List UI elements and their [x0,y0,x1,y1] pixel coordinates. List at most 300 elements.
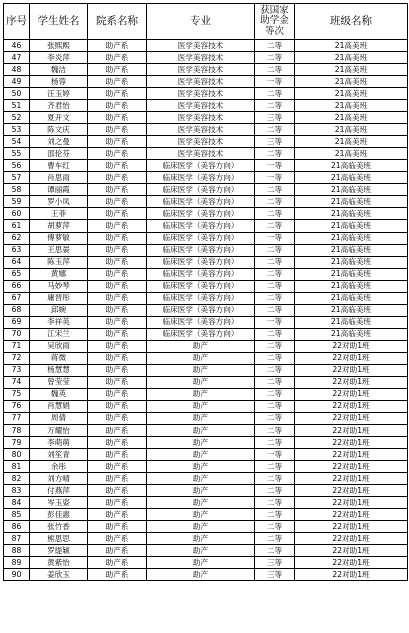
major-cell: 医学美容技术 [147,40,255,52]
table-row [4,88,408,100]
department-cell: 助产系 [88,388,147,400]
table-row [4,40,408,52]
department-cell: 助产系 [88,172,147,184]
class-name-cell: 21高临美班 [295,172,408,184]
award-level-cell: 二等 [255,521,295,533]
student-name-cell: 付燕萍 [30,485,88,497]
major-cell: 助产 [147,437,255,449]
major-cell: 助产 [147,473,255,485]
table-row [4,437,408,449]
department-cell: 助产系 [88,280,147,292]
student-name-cell: 陈文庆 [30,124,88,136]
row-number-cell: 88 [4,545,30,557]
table-row [4,352,408,364]
student-name-cell: 蒋微 [30,352,88,364]
row-number-cell: 85 [4,509,30,521]
row-number-cell: 62 [4,232,30,244]
department-cell: 助产系 [88,352,147,364]
department-cell: 助产系 [88,437,147,449]
table-row [4,412,408,424]
award-level-cell: 二等 [255,328,295,340]
department-cell: 助产系 [88,40,147,52]
class-name-cell: 21高临美班 [295,184,408,196]
class-name-cell: 22对助1班 [295,497,408,509]
award-level-cell: 一等 [255,316,295,328]
student-name-cell: 王菲 [30,208,88,220]
award-level-cell: 二等 [255,196,295,208]
student-name-cell: 江宋兰 [30,328,88,340]
row-number-cell: 53 [4,124,30,136]
department-cell: 助产系 [88,400,147,412]
major-cell: 医学美容技术 [147,52,255,64]
student-name-cell: 肖慧娟 [30,400,88,412]
major-cell: 医学美容技术 [147,124,255,136]
table-row [4,521,408,533]
row-number-cell: 82 [4,473,30,485]
row-number-cell: 79 [4,437,30,449]
row-number-cell: 70 [4,328,30,340]
class-name-cell: 22对助1班 [295,533,408,545]
row-number-cell: 54 [4,136,30,148]
award-level-cell: 二等 [255,461,295,473]
class-name-cell: 21高临美班 [295,292,408,304]
row-number-cell: 65 [4,268,30,280]
student-name-cell: 李祥英 [30,316,88,328]
department-cell: 助产系 [88,112,147,124]
row-number-cell: 47 [4,52,30,64]
major-cell: 临床医学（美容方向） [147,316,255,328]
class-name-cell: 21高临美班 [295,220,408,232]
class-name-cell: 22对助1班 [295,425,408,437]
row-number-cell: 56 [4,160,30,172]
student-name-cell: 杨慧慧 [30,364,88,376]
table-row [4,232,408,244]
student-name-cell: 万耀怡 [30,425,88,437]
row-number-cell: 66 [4,280,30,292]
award-level-cell: 三等 [255,569,295,581]
award-level-cell: 二等 [255,352,295,364]
student-name-cell: 周倩 [30,412,88,424]
award-level-cell: 二等 [255,533,295,545]
student-name-cell: 傅萝敏 [30,232,88,244]
row-number-cell: 68 [4,304,30,316]
major-cell: 助产 [147,376,255,388]
table-row [4,148,408,160]
major-cell: 助产 [147,449,255,461]
award-level-cell: 二等 [255,100,295,112]
class-name-cell: 22对助1班 [295,509,408,521]
row-number-cell: 71 [4,340,30,352]
student-name-cell: 邵伦芬 [30,148,88,160]
award-level-cell: 二等 [255,124,295,136]
department-cell: 助产系 [88,292,147,304]
department-cell: 助产系 [88,340,147,352]
row-number-cell: 46 [4,40,30,52]
table-row [4,304,408,316]
department-cell: 助产系 [88,52,147,64]
department-cell: 助产系 [88,569,147,581]
class-name-cell: 21高临美班 [295,328,408,340]
row-number-cell: 81 [4,461,30,473]
department-cell: 助产系 [88,521,147,533]
class-name-cell: 22对助1班 [295,557,408,569]
major-cell: 助产 [147,509,255,521]
department-cell: 助产系 [88,256,147,268]
table-row [4,400,408,412]
header-class: 班级名称 [295,4,408,40]
table-row [4,268,408,280]
class-name-cell: 22对助1班 [295,388,408,400]
award-level-cell: 二等 [255,545,295,557]
major-cell: 临床医学（美容方向） [147,304,255,316]
award-level-cell: 二等 [255,220,295,232]
student-name-cell: 马妙琴 [30,280,88,292]
class-name-cell: 22对助1班 [295,412,408,424]
department-cell: 助产系 [88,473,147,485]
row-number-cell: 80 [4,449,30,461]
department-cell: 助产系 [88,244,147,256]
major-cell: 助产 [147,400,255,412]
table-row [4,208,408,220]
department-cell: 助产系 [88,557,147,569]
class-name-cell: 22对助1班 [295,437,408,449]
award-level-cell: 二等 [255,280,295,292]
class-name-cell: 21高美班 [295,124,408,136]
award-level-cell: 二等 [255,64,295,76]
student-name-cell: 刘笙青 [30,449,88,461]
department-cell: 助产系 [88,376,147,388]
major-cell: 临床医学（美容方向） [147,256,255,268]
department-cell: 助产系 [88,268,147,280]
table-row [4,64,408,76]
department-cell: 助产系 [88,485,147,497]
student-name-cell: 杨蓉 [30,76,88,88]
award-level-cell: 二等 [255,437,295,449]
student-name-cell: 岑玉姿 [30,497,88,509]
student-name-cell: 邱婉 [30,304,88,316]
major-cell: 临床医学（美容方向） [147,196,255,208]
class-name-cell: 22对助1班 [295,545,408,557]
award-level-cell: 二等 [255,292,295,304]
award-level-cell: 一等 [255,160,295,172]
student-name-cell: 黄紫怡 [30,557,88,569]
major-cell: 医学美容技术 [147,76,255,88]
award-level-cell: 三等 [255,112,295,124]
student-name-cell: 李炎萍 [30,52,88,64]
major-cell: 医学美容技术 [147,64,255,76]
table-row [4,184,408,196]
table-row [4,280,408,292]
department-cell: 助产系 [88,425,147,437]
table-row [4,124,408,136]
row-number-cell: 78 [4,425,30,437]
class-name-cell: 22对助1班 [295,569,408,581]
student-name-cell: 魏洁 [30,64,88,76]
student-name-cell: 彭佳惠 [30,509,88,521]
department-cell: 助产系 [88,364,147,376]
table-row [4,533,408,545]
award-level-cell: 二等 [255,400,295,412]
department-cell: 助产系 [88,64,147,76]
table-row [4,328,408,340]
award-level-cell: 二等 [255,148,295,160]
major-cell: 助产 [147,569,255,581]
class-name-cell: 22对助1班 [295,376,408,388]
row-number-cell: 74 [4,376,30,388]
student-name-cell: 王思晏 [30,244,88,256]
scholarship-table [3,3,408,581]
student-name-cell: 胡萝萍 [30,220,88,232]
class-name-cell: 21高美班 [295,76,408,88]
table-row [4,497,408,509]
row-number-cell: 72 [4,352,30,364]
major-cell: 助产 [147,340,255,352]
class-name-cell: 21高临美班 [295,304,408,316]
major-cell: 临床医学（美容方向） [147,328,255,340]
department-cell: 助产系 [88,509,147,521]
major-cell: 助产 [147,461,255,473]
award-level-cell: 二等 [255,412,295,424]
major-cell: 临床医学（美容方向） [147,292,255,304]
row-number-cell: 75 [4,388,30,400]
class-name-cell: 21高美班 [295,88,408,100]
table-row [4,340,408,352]
row-number-cell: 87 [4,533,30,545]
header-dept: 院系名称 [88,4,147,40]
award-level-cell: 二等 [255,244,295,256]
student-name-cell: 魏英 [30,388,88,400]
table-row [4,569,408,581]
class-name-cell: 21高临美班 [295,268,408,280]
row-number-cell: 76 [4,400,30,412]
major-cell: 医学美容技术 [147,100,255,112]
table-row [4,160,408,172]
department-cell: 助产系 [88,449,147,461]
table-row [4,172,408,184]
class-name-cell: 21高美班 [295,112,408,124]
major-cell: 临床医学（美容方向） [147,220,255,232]
table-row [4,425,408,437]
major-cell: 助产 [147,485,255,497]
row-number-cell: 77 [4,412,30,424]
major-cell: 助产 [147,388,255,400]
table-row [4,136,408,148]
table-row [4,100,408,112]
row-number-cell: 69 [4,316,30,328]
row-number-cell: 83 [4,485,30,497]
table-body [4,40,408,581]
department-cell: 助产系 [88,232,147,244]
award-level-cell: 二等 [255,376,295,388]
award-level-cell: 二等 [255,184,295,196]
department-cell: 助产系 [88,100,147,112]
row-number-cell: 64 [4,256,30,268]
class-name-cell: 22对助1班 [295,364,408,376]
department-cell: 助产系 [88,76,147,88]
award-level-cell: 一等 [255,449,295,461]
row-number-cell: 84 [4,497,30,509]
row-number-cell: 60 [4,208,30,220]
class-name-cell: 21高临美班 [295,232,408,244]
row-number-cell: 55 [4,148,30,160]
major-cell: 医学美容技术 [147,112,255,124]
major-cell: 临床医学（美容方向） [147,208,255,220]
student-name-cell: 夏开文 [30,112,88,124]
award-level-cell: 二等 [255,509,295,521]
student-name-cell: 陈玉萍 [30,256,88,268]
department-cell: 助产系 [88,497,147,509]
row-number-cell: 48 [4,64,30,76]
row-number-cell: 90 [4,569,30,581]
student-name-cell: 姜欣玉 [30,569,88,581]
class-name-cell: 21高美班 [295,100,408,112]
major-cell: 助产 [147,497,255,509]
class-name-cell: 21高临美班 [295,160,408,172]
student-name-cell: 黄娜 [30,268,88,280]
major-cell: 临床医学（美容方向） [147,184,255,196]
student-name-cell: 庸晋彤 [30,292,88,304]
student-name-cell: 张竹香 [30,521,88,533]
class-name-cell: 22对助1班 [295,521,408,533]
major-cell: 临床医学（美容方向） [147,172,255,184]
table-row [4,112,408,124]
table-row [4,76,408,88]
major-cell: 临床医学（美容方向） [147,280,255,292]
table-row [4,461,408,473]
student-name-cell: 李萌萌 [30,437,88,449]
student-name-cell: 刘之曼 [30,136,88,148]
class-name-cell: 22对助1班 [295,473,408,485]
table-row [4,220,408,232]
student-name-cell: 齐君怡 [30,100,88,112]
table-row [4,388,408,400]
class-name-cell: 22对助1班 [295,449,408,461]
table-row [4,196,408,208]
table-row [4,316,408,328]
class-name-cell: 22对助1班 [295,340,408,352]
table-row [4,52,408,64]
table-row [4,485,408,497]
department-cell: 助产系 [88,304,147,316]
row-number-cell: 59 [4,196,30,208]
student-name-cell: 谭丽霞 [30,184,88,196]
student-name-cell: 熊思思 [30,533,88,545]
award-level-cell: 一等 [255,172,295,184]
row-number-cell: 57 [4,172,30,184]
table-row [4,292,408,304]
header-row [4,4,408,40]
department-cell: 助产系 [88,412,147,424]
row-number-cell: 52 [4,112,30,124]
major-cell: 医学美容技术 [147,88,255,100]
student-name-cell: 刘方晴 [30,473,88,485]
student-name-cell: 曹车红 [30,160,88,172]
row-number-cell: 50 [4,88,30,100]
class-name-cell: 21高临美班 [295,244,408,256]
award-level-cell: 二等 [255,473,295,485]
table-row [4,473,408,485]
table-row [4,557,408,569]
award-level-cell: 二等 [255,304,295,316]
major-cell: 助产 [147,425,255,437]
major-cell: 医学美容技术 [147,136,255,148]
class-name-cell: 22对助1班 [295,352,408,364]
row-number-cell: 73 [4,364,30,376]
class-name-cell: 21高美班 [295,40,408,52]
header-name: 学生姓名 [30,4,88,40]
table-row [4,509,408,521]
department-cell: 助产系 [88,545,147,557]
student-name-cell: 罗缇颖 [30,545,88,557]
table-row [4,449,408,461]
class-name-cell: 21高美班 [295,64,408,76]
class-name-cell: 21高临美班 [295,280,408,292]
class-name-cell: 21高临美班 [295,196,408,208]
major-cell: 临床医学（美容方向） [147,244,255,256]
student-name-cell: 罗小凤 [30,196,88,208]
department-cell: 助产系 [88,196,147,208]
major-cell: 助产 [147,412,255,424]
row-number-cell: 67 [4,292,30,304]
header-award-level: 获国家 助学金 等次 [255,4,295,40]
class-name-cell: 21高美班 [295,136,408,148]
award-level-cell: 二等 [255,52,295,64]
department-cell: 助产系 [88,461,147,473]
award-level-cell: 二等 [255,388,295,400]
header-major: 专业 [147,4,255,40]
award-level-cell: 二等 [255,256,295,268]
class-name-cell: 21高临美班 [295,316,408,328]
award-level-cell: 二等 [255,268,295,280]
major-cell: 助产 [147,545,255,557]
major-cell: 助产 [147,557,255,569]
award-level-cell: 二等 [255,88,295,100]
major-cell: 助产 [147,533,255,545]
row-number-cell: 51 [4,100,30,112]
award-level-cell: 三等 [255,557,295,569]
row-number-cell: 61 [4,220,30,232]
department-cell: 助产系 [88,533,147,545]
award-level-cell: 三等 [255,136,295,148]
department-cell: 助产系 [88,208,147,220]
major-cell: 医学美容技术 [147,148,255,160]
department-cell: 助产系 [88,160,147,172]
row-number-cell: 49 [4,76,30,88]
department-cell: 助产系 [88,88,147,100]
student-name-cell: 汪玉婷 [30,88,88,100]
table-row [4,244,408,256]
row-number-cell: 89 [4,557,30,569]
student-name-cell: 张熙熙 [30,40,88,52]
award-level-cell: 二等 [255,425,295,437]
award-level-cell: 二等 [255,485,295,497]
major-cell: 助产 [147,352,255,364]
department-cell: 助产系 [88,184,147,196]
class-name-cell: 21高临美班 [295,256,408,268]
award-level-cell: 一等 [255,232,295,244]
student-name-cell: 吴欣雨 [30,340,88,352]
student-name-cell: 肖思雨 [30,172,88,184]
major-cell: 助产 [147,521,255,533]
department-cell: 助产系 [88,124,147,136]
award-level-cell: 一等 [255,76,295,88]
row-number-cell: 58 [4,184,30,196]
major-cell: 助产 [147,364,255,376]
major-cell: 临床医学（美容方向） [147,232,255,244]
class-name-cell: 22对助1班 [295,461,408,473]
student-name-cell: 余彤 [30,461,88,473]
award-level-cell: 二等 [255,208,295,220]
